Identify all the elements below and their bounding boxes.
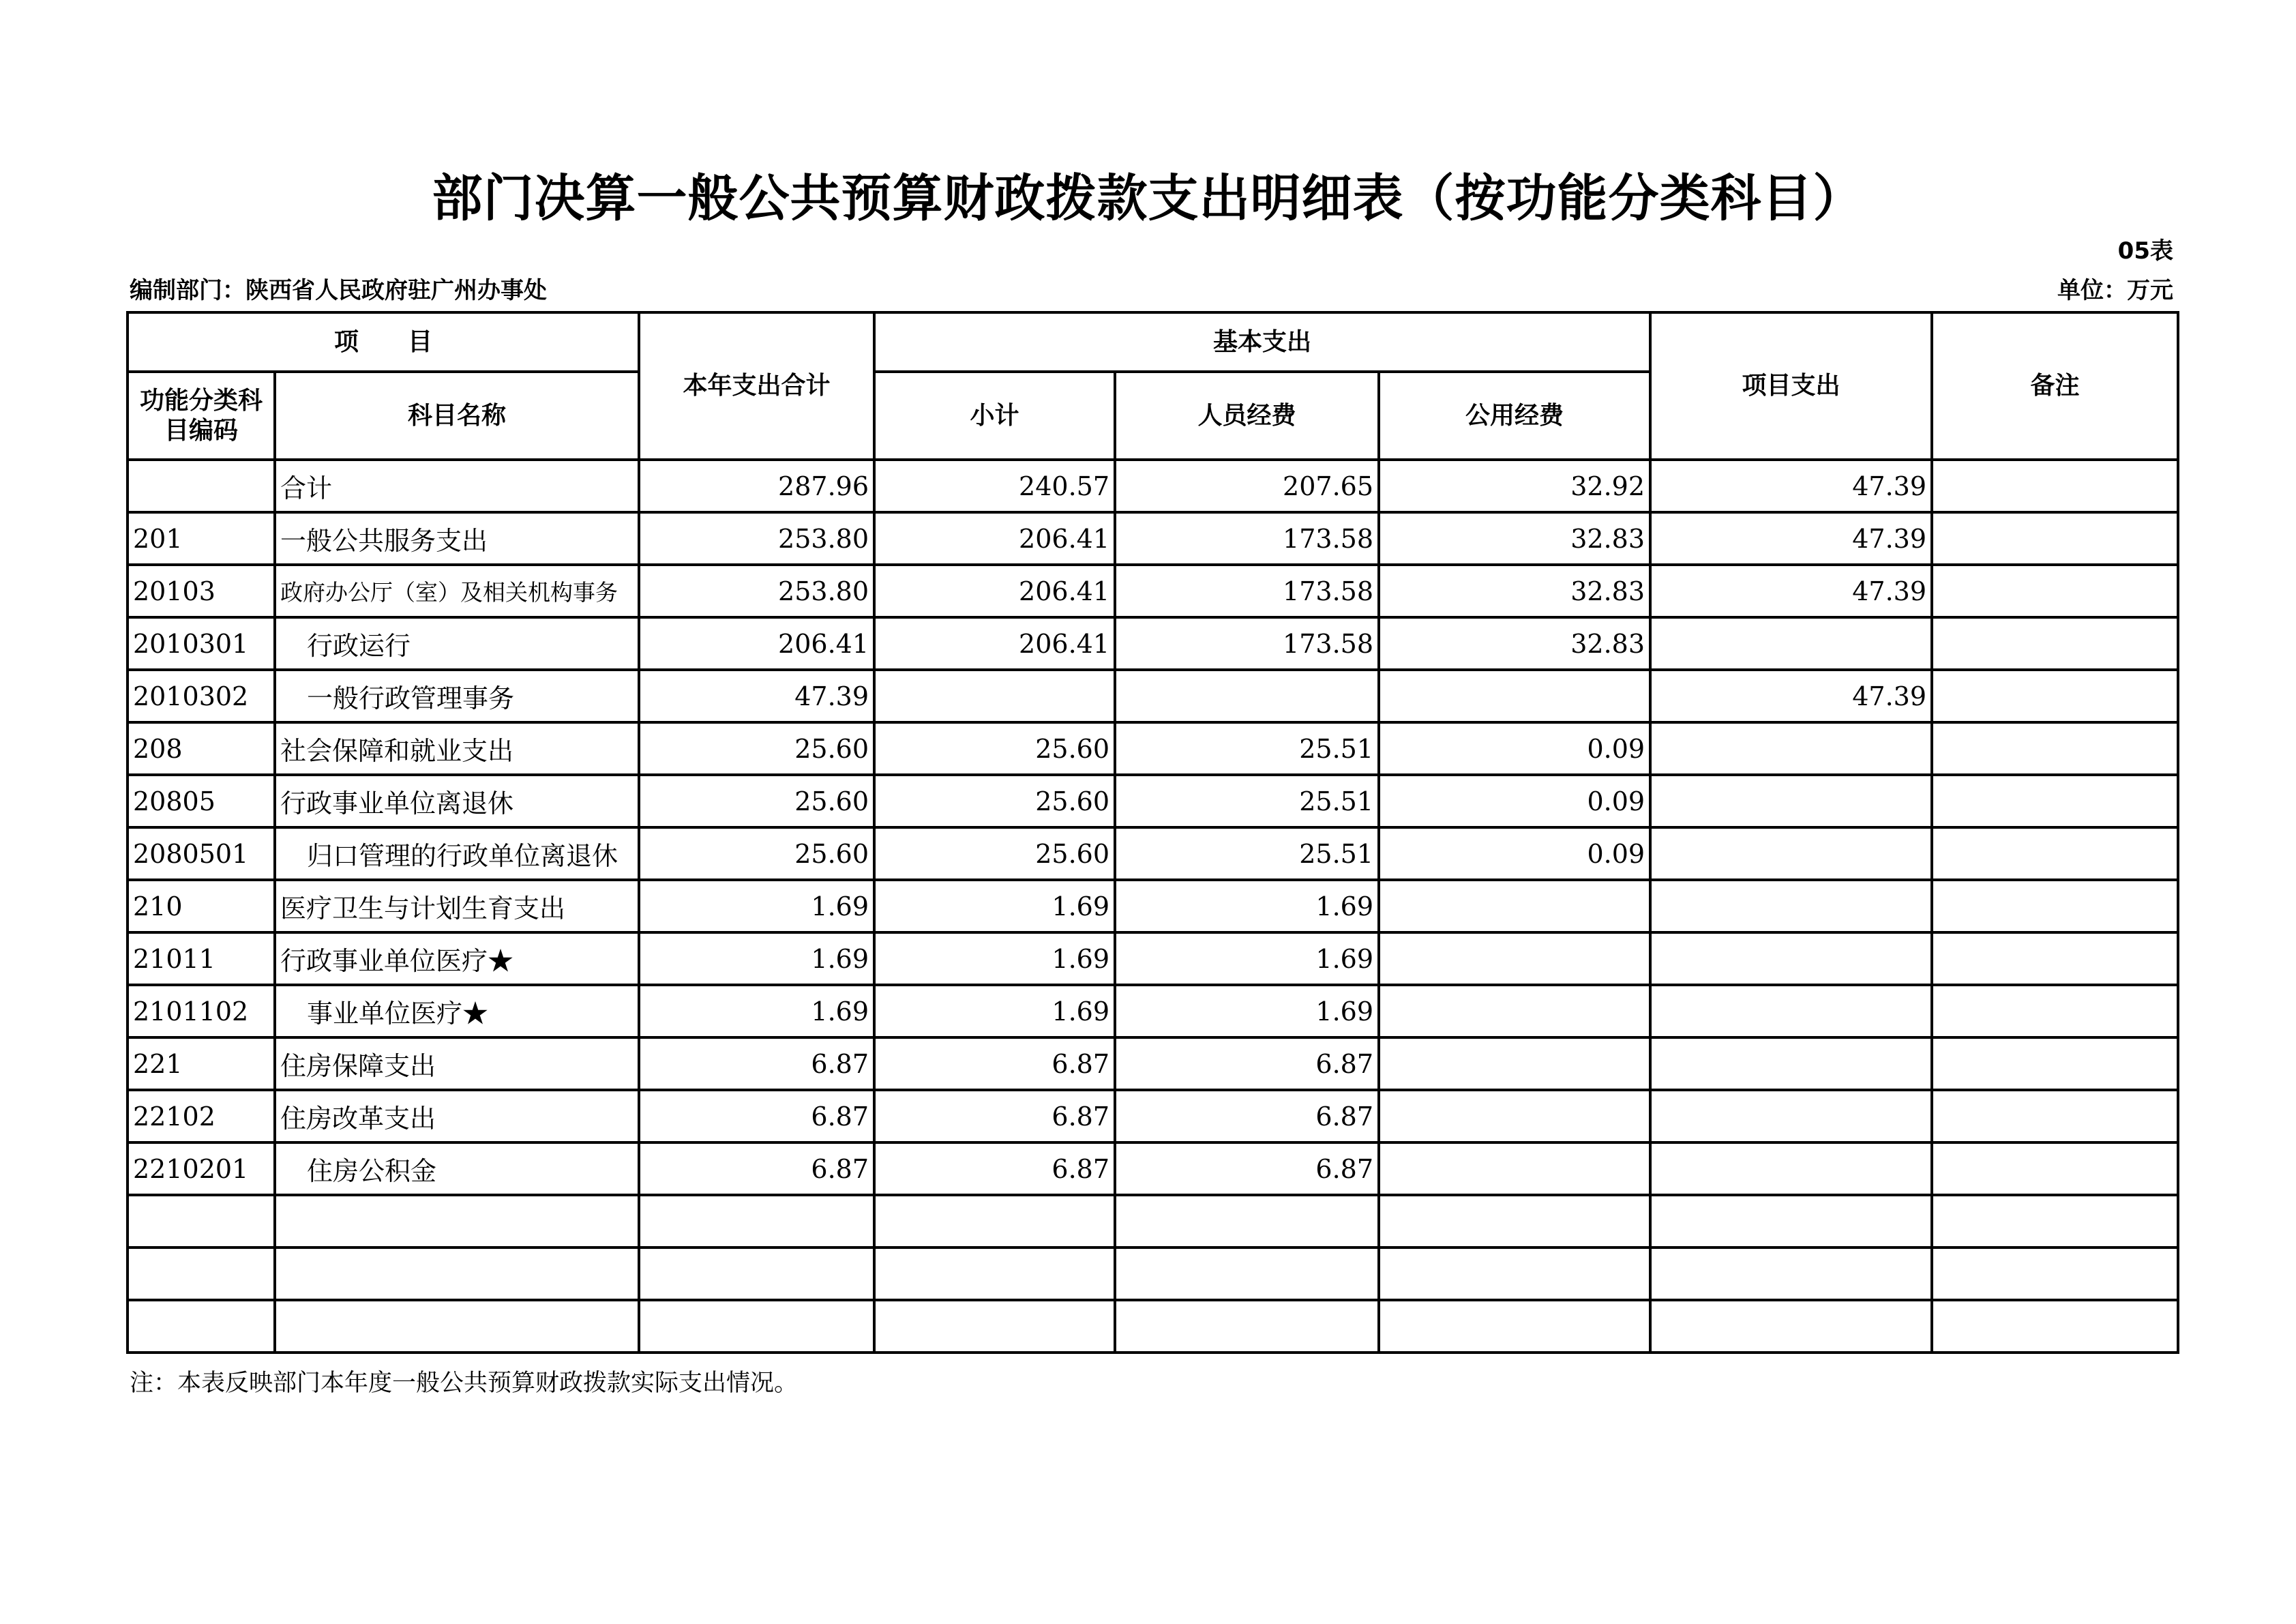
header-func-code: 功能分类科目编码 bbox=[128, 372, 275, 460]
table-row bbox=[128, 565, 2178, 617]
row-subtotal: 25.60 bbox=[874, 775, 1115, 827]
table-row bbox=[128, 827, 2178, 880]
row-subtotal: 1.69 bbox=[874, 880, 1115, 932]
table-row bbox=[128, 670, 2178, 722]
row-project bbox=[1650, 775, 1932, 827]
row-personnel: 25.51 bbox=[1115, 722, 1379, 775]
row-name: 一般公共服务支出 bbox=[275, 512, 639, 565]
table-row bbox=[128, 460, 2178, 512]
row-total: 1.69 bbox=[639, 985, 874, 1037]
row-code bbox=[128, 1195, 275, 1247]
row-public: 0.09 bbox=[1379, 722, 1650, 775]
row-remark bbox=[1932, 1090, 2178, 1142]
row-personnel: 1.69 bbox=[1115, 880, 1379, 932]
row-subtotal bbox=[874, 1195, 1115, 1247]
row-remark bbox=[1932, 880, 2178, 932]
row-subtotal: 6.87 bbox=[874, 1090, 1115, 1142]
row-public bbox=[1379, 1037, 1650, 1090]
row-project bbox=[1650, 1090, 1932, 1142]
row-personnel bbox=[1115, 1300, 1379, 1353]
row-subtotal: 6.87 bbox=[874, 1037, 1115, 1090]
row-remark bbox=[1932, 1142, 2178, 1195]
row-remark bbox=[1932, 1247, 2178, 1300]
row-project bbox=[1650, 1247, 1932, 1300]
row-project bbox=[1650, 985, 1932, 1037]
row-remark bbox=[1932, 985, 2178, 1037]
row-public bbox=[1379, 1142, 1650, 1195]
row-code: 201 bbox=[128, 512, 275, 565]
row-personnel: 6.87 bbox=[1115, 1090, 1379, 1142]
row-total: 6.87 bbox=[639, 1090, 874, 1142]
row-project bbox=[1650, 722, 1932, 775]
header-personnel: 人员经费 bbox=[1115, 372, 1379, 460]
row-personnel: 173.58 bbox=[1115, 565, 1379, 617]
header-remark: 备注 bbox=[1932, 312, 2178, 460]
row-project bbox=[1650, 932, 1932, 985]
row-subtotal bbox=[874, 1300, 1115, 1353]
row-public: 32.83 bbox=[1379, 565, 1650, 617]
row-public bbox=[1379, 932, 1650, 985]
row-code: 22102 bbox=[128, 1090, 275, 1142]
row-project bbox=[1650, 880, 1932, 932]
row-name bbox=[275, 1247, 639, 1300]
row-personnel: 6.87 bbox=[1115, 1142, 1379, 1195]
table-row bbox=[128, 1195, 2178, 1247]
header-item: 项 目 bbox=[128, 312, 639, 372]
row-name: 医疗卫生与计划生育支出 bbox=[275, 880, 639, 932]
row-name: 社会保障和就业支出 bbox=[275, 722, 639, 775]
header-total: 本年支出合计 bbox=[639, 312, 874, 460]
table-row bbox=[128, 985, 2178, 1037]
row-public: 32.83 bbox=[1379, 512, 1650, 565]
row-code: 2101102 bbox=[128, 985, 275, 1037]
row-name: 一般行政管理事务 bbox=[275, 670, 639, 722]
row-public bbox=[1379, 1090, 1650, 1142]
row-name: 住房保障支出 bbox=[275, 1037, 639, 1090]
row-code: 2080501 bbox=[128, 827, 275, 880]
row-project bbox=[1650, 1142, 1932, 1195]
row-name bbox=[275, 1195, 639, 1247]
row-personnel: 173.58 bbox=[1115, 617, 1379, 670]
row-total: 25.60 bbox=[639, 775, 874, 827]
row-subtotal: 1.69 bbox=[874, 932, 1115, 985]
row-total: 1.69 bbox=[639, 880, 874, 932]
row-project bbox=[1650, 1300, 1932, 1353]
row-subtotal: 206.41 bbox=[874, 565, 1115, 617]
row-public bbox=[1379, 1247, 1650, 1300]
table-row bbox=[128, 1037, 2178, 1090]
footer-note: 注：本表反映部门本年度一般公共预算财政拨款实际支出情况。 bbox=[130, 1370, 799, 1397]
table-row bbox=[128, 1090, 2178, 1142]
row-code: 20103 bbox=[128, 565, 275, 617]
table-row bbox=[128, 1142, 2178, 1195]
org-label: 编制部门：陕西省人民政府驻广州办事处 bbox=[130, 277, 547, 304]
unit-label: 单位：万元 bbox=[2057, 277, 2173, 304]
row-personnel: 173.58 bbox=[1115, 512, 1379, 565]
row-personnel: 25.51 bbox=[1115, 827, 1379, 880]
row-subtotal: 240.57 bbox=[874, 460, 1115, 512]
row-name: 住房改革支出 bbox=[275, 1090, 639, 1142]
row-remark bbox=[1932, 722, 2178, 775]
row-code: 20805 bbox=[128, 775, 275, 827]
table-row bbox=[128, 1300, 2178, 1353]
row-public: 0.09 bbox=[1379, 775, 1650, 827]
row-remark bbox=[1932, 670, 2178, 722]
row-personnel: 1.69 bbox=[1115, 932, 1379, 985]
row-remark bbox=[1932, 617, 2178, 670]
row-code: 2010302 bbox=[128, 670, 275, 722]
row-remark bbox=[1932, 932, 2178, 985]
table-code: 05表 bbox=[2117, 237, 2173, 265]
table-row bbox=[128, 1247, 2178, 1300]
row-remark bbox=[1932, 1300, 2178, 1353]
row-name: 合计 bbox=[275, 460, 639, 512]
row-public bbox=[1379, 1300, 1650, 1353]
row-project: 47.39 bbox=[1650, 565, 1932, 617]
row-project: 47.39 bbox=[1650, 460, 1932, 512]
row-subtotal: 25.60 bbox=[874, 722, 1115, 775]
row-name bbox=[275, 1300, 639, 1353]
row-personnel: 25.51 bbox=[1115, 775, 1379, 827]
row-total: 47.39 bbox=[639, 670, 874, 722]
row-code: 2210201 bbox=[128, 1142, 275, 1195]
row-personnel: 1.69 bbox=[1115, 985, 1379, 1037]
row-total bbox=[639, 1247, 874, 1300]
row-total: 253.80 bbox=[639, 512, 874, 565]
row-remark bbox=[1932, 827, 2178, 880]
row-personnel bbox=[1115, 1247, 1379, 1300]
row-public bbox=[1379, 985, 1650, 1037]
row-name: 住房公积金 bbox=[275, 1142, 639, 1195]
row-code bbox=[128, 460, 275, 512]
row-subtotal: 206.41 bbox=[874, 512, 1115, 565]
row-name: 归口管理的行政单位离退休 bbox=[275, 827, 639, 880]
table-row bbox=[128, 880, 2178, 932]
row-remark bbox=[1932, 565, 2178, 617]
page-title: 部门决算一般公共预算财政拨款支出明细表（按功能分类科目） bbox=[432, 169, 1864, 228]
row-subtotal: 25.60 bbox=[874, 827, 1115, 880]
row-personnel bbox=[1115, 1195, 1379, 1247]
row-personnel: 6.87 bbox=[1115, 1037, 1379, 1090]
header-project: 项目支出 bbox=[1650, 312, 1932, 460]
row-total bbox=[639, 1195, 874, 1247]
row-remark bbox=[1932, 1195, 2178, 1247]
row-public: 0.09 bbox=[1379, 827, 1650, 880]
row-total: 6.87 bbox=[639, 1142, 874, 1195]
row-public bbox=[1379, 1195, 1650, 1247]
row-total: 25.60 bbox=[639, 722, 874, 775]
row-public: 32.83 bbox=[1379, 617, 1650, 670]
row-total: 287.96 bbox=[639, 460, 874, 512]
expenditure-table bbox=[126, 311, 2179, 1354]
row-subtotal bbox=[874, 1247, 1115, 1300]
row-name: 政府办公厅（室）及相关机构事务 bbox=[275, 565, 639, 617]
row-project bbox=[1650, 1037, 1932, 1090]
row-remark bbox=[1932, 512, 2178, 565]
row-project: 47.39 bbox=[1650, 670, 1932, 722]
row-project bbox=[1650, 617, 1932, 670]
table-row bbox=[128, 775, 2178, 827]
row-code: 208 bbox=[128, 722, 275, 775]
row-public bbox=[1379, 670, 1650, 722]
row-total: 206.41 bbox=[639, 617, 874, 670]
row-public bbox=[1379, 880, 1650, 932]
row-personnel bbox=[1115, 670, 1379, 722]
row-remark bbox=[1932, 460, 2178, 512]
row-total: 25.60 bbox=[639, 827, 874, 880]
header-basic: 基本支出 bbox=[874, 312, 1650, 372]
row-remark bbox=[1932, 775, 2178, 827]
row-public: 32.92 bbox=[1379, 460, 1650, 512]
table-row bbox=[128, 617, 2178, 670]
row-project: 47.39 bbox=[1650, 512, 1932, 565]
row-subtotal: 1.69 bbox=[874, 985, 1115, 1037]
row-code bbox=[128, 1247, 275, 1300]
header-subtotal: 小计 bbox=[874, 372, 1115, 460]
row-total: 1.69 bbox=[639, 932, 874, 985]
row-code: 221 bbox=[128, 1037, 275, 1090]
row-subtotal: 6.87 bbox=[874, 1142, 1115, 1195]
header-subject-name: 科目名称 bbox=[275, 372, 639, 460]
row-name: 行政运行 bbox=[275, 617, 639, 670]
row-total: 253.80 bbox=[639, 565, 874, 617]
row-code: 2010301 bbox=[128, 617, 275, 670]
table-row bbox=[128, 932, 2178, 985]
row-subtotal: 206.41 bbox=[874, 617, 1115, 670]
row-name: 事业单位医疗★ bbox=[275, 985, 639, 1037]
row-code: 210 bbox=[128, 880, 275, 932]
table-row bbox=[128, 722, 2178, 775]
row-name: 行政事业单位医疗★ bbox=[275, 932, 639, 985]
table-row bbox=[128, 512, 2178, 565]
row-personnel: 207.65 bbox=[1115, 460, 1379, 512]
row-subtotal bbox=[874, 670, 1115, 722]
header-public: 公用经费 bbox=[1379, 372, 1650, 460]
row-total: 6.87 bbox=[639, 1037, 874, 1090]
row-total bbox=[639, 1300, 874, 1353]
row-remark bbox=[1932, 1037, 2178, 1090]
row-code bbox=[128, 1300, 275, 1353]
row-project bbox=[1650, 1195, 1932, 1247]
row-name: 行政事业单位离退休 bbox=[275, 775, 639, 827]
row-code: 21011 bbox=[128, 932, 275, 985]
row-project bbox=[1650, 827, 1932, 880]
